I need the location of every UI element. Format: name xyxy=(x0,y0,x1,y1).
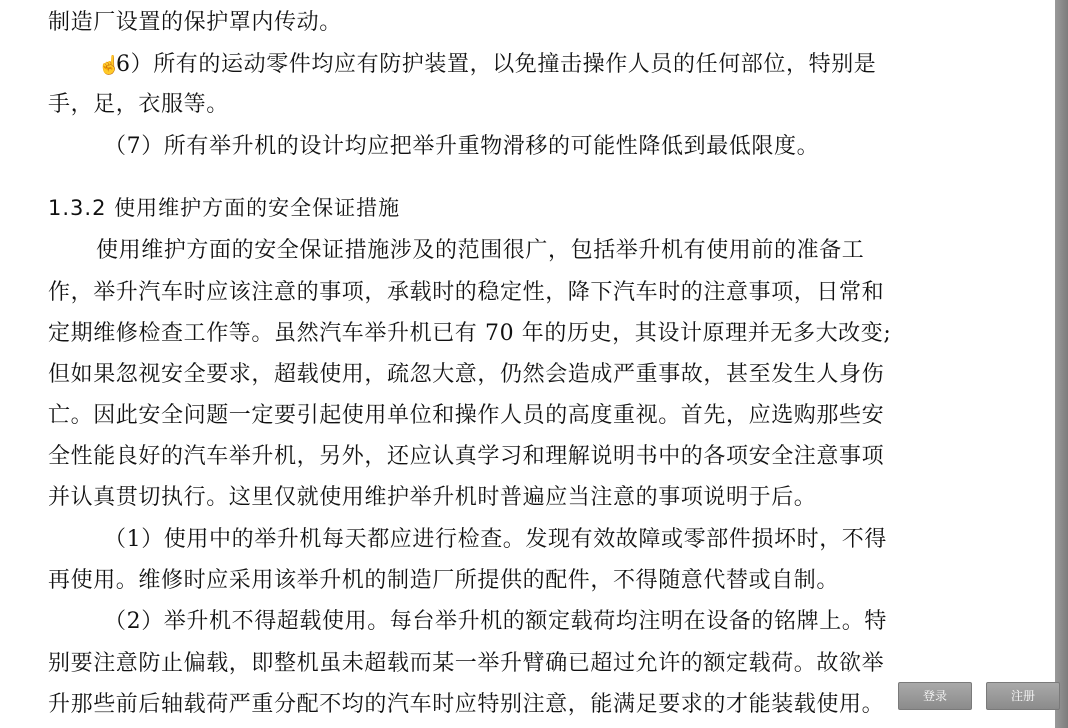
text-line: 手，足，衣服等。 xyxy=(48,92,229,117)
body-line: 使用维护方面的安全保证措施涉及的范围很广，包括举升机有使用前的准备工 xyxy=(96,238,865,263)
body-line: 定期维修检查工作等。虽然汽车举升机已有 70 年的历史，其设计原理并无多大改变; xyxy=(48,321,892,346)
body-line: 再使用。维修时应采用该举升机的制造厂所提供的配件，不得随意代替或自制。 xyxy=(48,568,840,593)
body-line: 全性能良好的汽车举升机，另外，还应认真学习和理解说明书中的各项安全注意事项 xyxy=(48,444,885,469)
text-line: 制造厂设置的保护罩内传动。 xyxy=(48,10,342,35)
body-line: 升那些前后轴载荷严重分配不均的汽车时应特别注意，能满足要求的才能装载使用。 xyxy=(48,692,885,717)
body-line: 并认真贯切执行。这里仅就使用维护举升机时普遍应当注意的事项说明于后。 xyxy=(48,485,817,510)
item-6-text: 6）所有的运动零件均应有防护装置，以免撞击操作人员的任何部位，特别是 xyxy=(116,52,877,77)
body-line: 亡。因此安全问题一定要引起使用单位和操作人员的高度重视。首先，应选购那些安 xyxy=(48,403,885,428)
body-line-item-1: （1）使用中的举升机每天都应进行检查。发现有效故障或零部件损坏时，不得 xyxy=(104,527,887,552)
text-line-item-6 xyxy=(98,50,877,81)
body-line-item-2: （2）举升机不得超载使用。每台举升机的额定载荷均注明在设备的铭牌上。特 xyxy=(104,609,887,634)
login-button[interactable]: 登录 xyxy=(898,682,972,710)
text-line-item-7: （7）所有举升机的设计均应把举升重物滑移的可能性降低到最低限度。 xyxy=(104,134,820,159)
scrollbar-thumb[interactable] xyxy=(1055,0,1068,728)
register-button[interactable]: 注册 xyxy=(986,682,1060,710)
body-line: 但如果忽视安全要求，超载使用，疏忽大意，仍然会造成严重事故，甚至发生人身伤 xyxy=(48,362,885,387)
body-line: 作，举升汽车时应该注意的事项，承载时的稳定性，降下汽车时的注意事项，日常和 xyxy=(48,280,885,305)
section-heading: 1.3.2 使用维护方面的安全保证措施 xyxy=(48,196,401,220)
hand-pointer-icon: ☝ xyxy=(98,55,122,76)
vertical-scrollbar[interactable] xyxy=(1055,0,1068,728)
body-line: 别要注意防止偏载，即整机虽未超载而某一举升臂确已超过允许的额定载荷。故欲举 xyxy=(48,651,885,676)
